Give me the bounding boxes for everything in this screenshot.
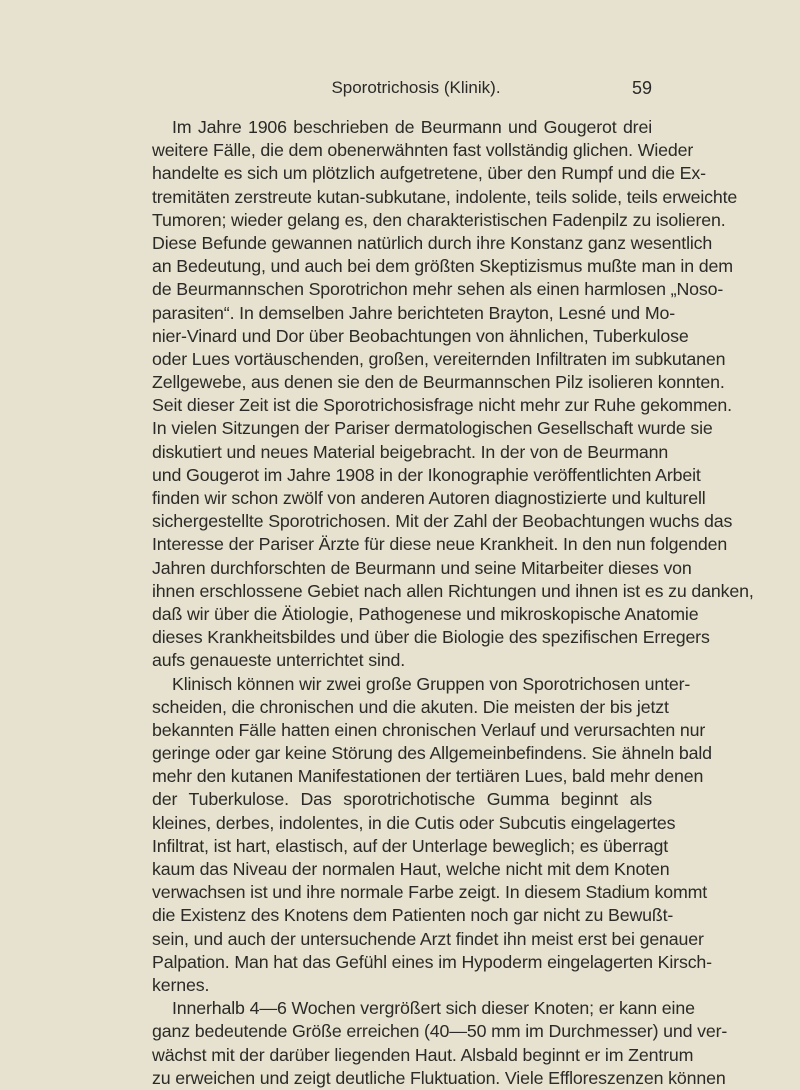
text-line: ganz bedeutende Größe erreichen (40—50 mm im Durchmesser) und ver- bbox=[152, 1021, 728, 1042]
text-line: Seit dieser Zeit ist die Sporotrichosisfrage nicht mehr zur Ruhe gekommen. bbox=[152, 395, 732, 416]
text-line: weitere Fälle, die dem obenerwähnten fast vollständig glichen. Wieder bbox=[152, 140, 694, 161]
page-number: 59 bbox=[631, 78, 652, 98]
text-line: scheiden, die chronischen und die akuten. Die meisten der bis jetzt bbox=[152, 696, 669, 717]
text-line: parasiten“. In demselben Jahre berichteten Brayton, Lesné und Mo- bbox=[152, 302, 676, 323]
text-line: aufs genaueste unterrichtet sind. bbox=[152, 650, 406, 671]
text-line: zu erweichen und zeigt deutliche Fluktuation. Viele Effloreszenzen können bbox=[152, 1067, 726, 1088]
text-line: kernes. bbox=[152, 974, 210, 995]
text-line: sein, und auch der untersuchende Arzt findet ihn meist erst bei genauer bbox=[152, 928, 704, 949]
text-line: Innerhalb 4—6 Wochen vergrößert sich dieser Knoten; er kann eine bbox=[172, 998, 695, 1019]
text-line: daß wir über die Ätiologie, Pathogenese und mikroskopische Anatomie bbox=[152, 603, 699, 624]
text-line: die Existenz des Knotens dem Patienten noch gar nicht zu Bewußt- bbox=[152, 905, 674, 926]
body-text bbox=[152, 116, 754, 1090]
text-line: mehr den kutanen Manifestationen der tertiären Lues, bald mehr denen bbox=[152, 766, 704, 787]
text-line: Palpation. Man hat das Gefühl eines im Hypoderm eingelagerten Kirsch- bbox=[152, 951, 712, 972]
text-line: finden wir schon zwölf von anderen Autoren diagnostizierte und kulturell bbox=[152, 488, 706, 508]
text-line: wächst mit der darüber liegenden Haut. Alsbald beginnt er im Zentrum bbox=[152, 1044, 694, 1065]
running-title: Sporotrichosis (Klinik). bbox=[331, 78, 501, 97]
text-line: oder Lues vortäuschenden, großen, vereiternden Infiltraten im subkutanen bbox=[152, 348, 726, 369]
text-line: tremitäten zerstreute kutan-subkutane, indolente, teils solide, teils erweichte bbox=[152, 186, 738, 207]
text-line: diskutiert und neues Material beigebracht. In der von de Beurmann bbox=[152, 441, 669, 462]
text-line: Diese Befunde gewannen natürlich durch ihre Konstanz ganz wesentlich bbox=[152, 232, 713, 253]
text-line: dieses Krankheitsbildes und über die Biologie des spezifischen Erregers bbox=[152, 627, 710, 648]
text-line: Im Jahre 1906 beschrieben de Beurmann und Gougerot drei bbox=[172, 117, 652, 137]
text-line: der Tuberkulose. Das sporotrichotische Gumma beginnt als bbox=[152, 789, 652, 810]
page-header bbox=[180, 78, 652, 106]
text-line: Interesse der Pariser Ärzte für diese neue Krankheit. In den nun folgenden bbox=[152, 534, 728, 555]
text-line: Zellgewebe, aus denen sie den de Beurmannschen Pilz isolieren konnten. bbox=[152, 372, 725, 393]
text-line: ihnen erschlossene Gebiet nach allen Richtungen und ihnen ist es zu danken, bbox=[152, 580, 754, 601]
text-line: an Bedeutung, und auch bei dem größten Skeptizismus mußte man in dem bbox=[152, 256, 733, 277]
text-line: Klinisch können wir zwei große Gruppen von Sporotrichosen unter- bbox=[172, 673, 691, 694]
text-line: Tumoren; wieder gelang es, den charakteristischen Fadenpilz zu isolieren. bbox=[152, 209, 726, 230]
text-line: bekannten Fälle hatten einen chronischen Verlauf und verursachten nur bbox=[152, 719, 706, 740]
text-line: kaum das Niveau der normalen Haut, welche nicht mit dem Knoten bbox=[152, 859, 670, 879]
text-line: de Beurmannschen Sporotrichon mehr sehen als einen harmlosen „Noso- bbox=[152, 279, 724, 300]
text-line: handelte es sich um plötzlich aufgetretene, über den Rumpf und die Ex- bbox=[152, 163, 706, 184]
text-line: Jahren durchforschten de Beurmann und seine Mitarbeiter dieses von bbox=[152, 557, 692, 578]
text-line: In vielen Sitzungen der Pariser dermatologischen Gesellschaft wurde sie bbox=[152, 418, 713, 439]
text-line: sichergestellte Sporotrichosen. Mit der Zahl der Beobachtungen wuchs das bbox=[152, 511, 733, 532]
text-line: verwachsen ist und ihre normale Farbe zeigt. In diesem Stadium kommt bbox=[152, 882, 708, 903]
text-line: kleines, derbes, indolentes, in die Cutis oder Subcutis eingelagertes bbox=[152, 812, 676, 833]
text-line: geringe oder gar keine Störung des Allgemeinbefindens. Sie ähneln bald bbox=[152, 743, 712, 764]
text-line: und Gougerot im Jahre 1908 in der Ikonographie veröffentlichten Arbeit bbox=[152, 464, 701, 485]
text-line: nier-Vinard und Dor über Beobachtungen von ähnlichen, Tuberkulose bbox=[152, 325, 689, 346]
text-line: Infiltrat, ist hart, elastisch, auf der Unterlage beweglich; es überragt bbox=[152, 835, 668, 856]
